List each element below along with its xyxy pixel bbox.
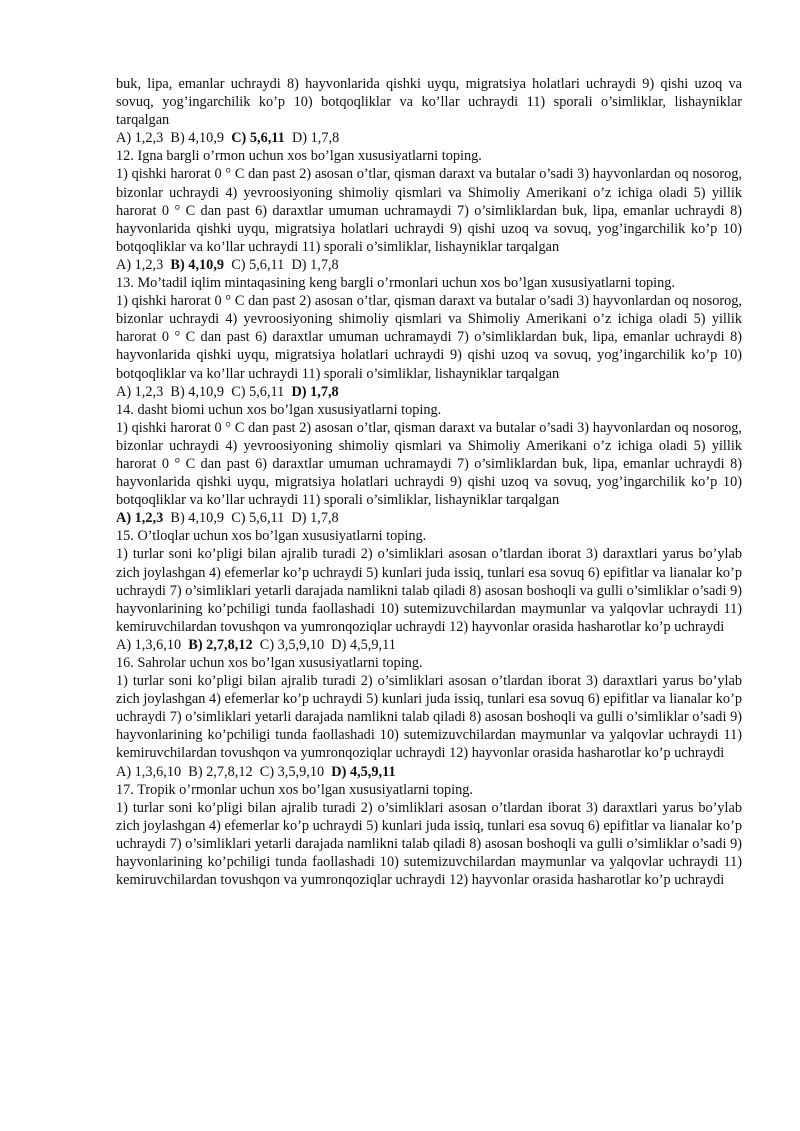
answer-option: B) 4,10,9 <box>170 383 225 400</box>
answer-option-correct: C) 5,6,11 <box>231 130 285 147</box>
question-12-title: 12. Igna bargli o’rmon uchun xos bo’lgan xususiyatlarni toping. <box>116 148 482 165</box>
answer-option: B) 4,10,9 <box>170 130 225 147</box>
answer-option: B) 2,7,8,12 <box>188 763 253 780</box>
answer-option: D) 1,7,8 <box>291 510 339 527</box>
question-11-answers <box>116 129 742 147</box>
question-13-options: 1) qishki harorat 0 ° C dan past 2) asosan o’tlar, qisman daraxt va butalar o’sadi 3) hayvonlardan oq nosorog, bizonlar uchraydi 4) yevroosiyoning shimoliy qismlari va Shimoliy Amerikani o’z ichiga oladi 5) yillik harorat 0 ° C dan past 6) daraxtlar umuman uchramaydi 7) o’simliklardan buk, lipa, emanlar uchraydi 8) hayvonlarida qishki uyqu, migratsiya holatlari uchraydi 9) qishi uzoq va sovuq, yog’ingarchilik ko’p 10) botqoqliklar va ko’llar uchraydi 11) sporali o’simliklar, lishayniklar tarqalgan <box>116 293 742 382</box>
answer-option: D) 1,7,8 <box>291 130 340 147</box>
question-16-answers <box>116 763 742 781</box>
question-16-options: 1) turlar soni ko’pligi bilan ajralib turadi 2) o’simliklari asosan o’tlardan iborat 3) daraxtlari yarus bo’ylab zich joylashgan 4) efemerlar ko’p uchraydi 5) kunlari juda issiq, tunlari esa sovuq 6) epifitlar va lianalar ko’p uchraydi 7) o’simliklari yetarli darajada namlikni talab qiladi 8) asosan boshoqli va gulli o’simliklar o’sadi 9) hayvonlarining ko’pchiligi tunda faollashadi 10) sutemizuvchilardan maymunlar va yalqovlar uchraydi 11) kemiruvchilardan tovushqon va yumronqoziqlar uchraydi 12) hayvonlar orasida hasharotlar ko’p uchraydi <box>116 673 742 762</box>
question-15-options: 1) turlar soni ko’pligi bilan ajralib turadi 2) o’simliklari asosan o’tlardan iborat 3) daraxtlari yarus bo’ylab zich joylashgan 4) efemerlar ko’p uchraydi 5) kunlari juda issiq, tunlari esa sovuq 6) epifitlar va lianalar ko’p uchraydi 7) o’simliklari yetarli darajada namlikni talab qiladi 8) asosan boshoqli va gulli o’simliklar o’sadi 9) hayvonlarining ko’pchiligi tunda faollashadi 10) sutemizuvchilardan maymunlar va yalqovlar uchraydi 11) kemiruvchilardan tovushqon va yumronqoziqlar uchraydi 12) hayvonlar orasida hasharotlar ko’p uchraydi <box>116 546 742 635</box>
question-13-answers <box>116 383 742 401</box>
answer-option-correct: A) 1,2,3 <box>116 510 164 527</box>
document-page <box>116 75 742 889</box>
question-17-options: 1) turlar soni ko’pligi bilan ajralib turadi 2) o’simliklari asosan o’tlardan iborat 3) daraxtlari yarus bo’ylab zich joylashgan 4) efemerlar ko’p uchraydi 5) kunlari juda issiq, tunlari esa sovuq 6) epifitlar va lianalar ko’p uchraydi 7) o’simliklari yetarli darajada namlikni talab qiladi 8) asosan boshoqli va gulli o’simliklar o’sadi 9) hayvonlarining ko’pchiligi tunda faollashadi 10) sutemizuvchilardan maymunlar va yalqovlar uchraydi 11) kemiruvchilardan tovushqon va yumronqoziqlar uchraydi 12) hayvonlar orasida hasharotlar ko’p uchraydi <box>116 799 742 889</box>
answer-option: A) 1,3,6,10 <box>116 763 182 780</box>
question-16-title: 16. Sahrolar uchun xos bo’lgan xususiyatlarni toping. <box>116 655 423 671</box>
answer-option: A) 1,2,3 <box>116 256 164 273</box>
question-15-title: 15. O’tloqlar uchun xos bo’lgan xususiyatlarni toping. <box>116 528 427 545</box>
answer-option-correct: B) 4,10,9 <box>170 256 225 273</box>
question-13-title: 13. Mo’tadil iqlim mintaqasining keng bargli o’rmonlari uchun xos bo’lgan xususiyatlarni toping. <box>116 275 675 292</box>
question-12-options: 1) qishki harorat 0 ° C dan past 2) asosan o’tlar, qisman daraxt va butalar o’sadi 3) hayvonlardan oq nosorog, bizonlar uchraydi 4) yevroosiyoning shimoliy qismlari va Shimoliy Amerikani o’z ichiga oladi 5) yillik harorat 0 ° C dan past 6) daraxtlar umuman uchramaydi 7) o’simliklardan buk, lipa, emanlar uchraydi 8) hayvonlarida qishki uyqu, migratsiya holatlari uchraydi 9) qishi uzoq va sovuq, yog’ingarchilik ko’p 10) botqoqliklar va ko’llar uchraydi 11) sporali o’simliklar, lishayniklar tarqalgan <box>116 166 742 255</box>
answer-option: C) 3,5,9,10 <box>259 763 325 780</box>
answer-option-correct: B) 2,7,8,12 <box>188 636 253 653</box>
answer-option: D) 4,5,9,11 <box>331 636 396 653</box>
answer-option-correct: D) 1,7,8 <box>291 383 339 400</box>
answer-option: B) 4,10,9 <box>170 510 225 527</box>
question-11-continued-options: buk, lipa, emanlar uchraydi 8) hayvonlarida qishki uyqu, migratsiya holatlari uchraydi 9) qishi uzoq va sovuq, yog’ingarchilik ko’p 10) botqoqliklar va ko’llar uchraydi 11) sporali o’simliklar, lishayniklar tarqalgan <box>116 76 742 129</box>
answer-option: C) 5,6,11 <box>231 256 285 273</box>
answer-option: C) 5,6,11 <box>231 510 285 527</box>
answer-option-correct: D) 4,5,9,11 <box>331 763 396 780</box>
answer-option: A) 1,2,3 <box>116 130 164 147</box>
answer-option: D) 1,7,8 <box>291 256 339 273</box>
answer-option: A) 1,3,6,10 <box>116 636 182 653</box>
answer-option: C) 5,6,11 <box>231 383 285 400</box>
question-14-options: 1) qishki harorat 0 ° C dan past 2) asosan o’tlar, qisman daraxt va butalar o’sadi 3) hayvonlardan oq nosorog, bizonlar uchraydi 4) yevroosiyoning shimoliy qismlari va Shimoliy Amerikani o’z ichiga oladi 5) yillik harorat 0 ° C dan past 6) daraxtlar umuman uchramaydi 7) o’simliklardan buk, lipa, emanlar uchraydi 8) hayvonlarida qishki uyqu, migratsiya holatlari uchraydi 9) qishi uzoq va sovuq, yog’ingarchilik ko’p 10) botqoqliklar va ko’llar uchraydi 11) sporali o’simliklar, lishayniklar tarqalgan <box>116 419 742 509</box>
question-15-answers <box>116 636 742 654</box>
question-14-title: 14. dasht biomi uchun xos bo’lgan xususiyatlarni toping. <box>116 401 442 418</box>
question-12-answers <box>116 256 742 274</box>
answer-option: C) 3,5,9,10 <box>259 636 325 653</box>
answer-option: A) 1,2,3 <box>116 383 164 400</box>
question-17-title: 17. Tropik o’rmonlar uchun xos bo’lgan xususiyatlarni toping. <box>116 781 474 798</box>
question-14-answers <box>116 509 742 527</box>
